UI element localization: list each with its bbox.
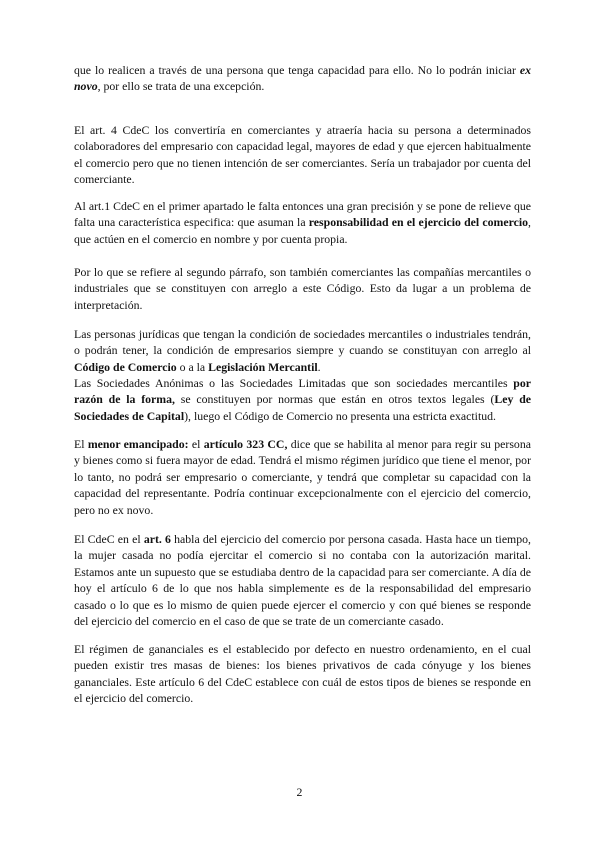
bold-codigo-comercio: Código de Comercio bbox=[74, 359, 177, 374]
text: El CdeC en el bbox=[74, 532, 144, 546]
paragraph-menor-emancipado bbox=[74, 436, 531, 518]
paragraph-gananciales bbox=[74, 641, 531, 707]
paragraph-sociedades bbox=[74, 375, 531, 424]
paragraph-ex-novo bbox=[74, 62, 531, 95]
text: ), luego el Código de Comercio no presenta una estricta exactitud. bbox=[184, 408, 496, 423]
text: El bbox=[74, 437, 88, 451]
text: Al art.1 CdeC en el primer apartado le falta entonces una gran precisión y se pone de relieve que falta una característica especifica: que asuman la bbox=[74, 199, 531, 230]
text: , por ello se trata de una excepción. bbox=[97, 79, 265, 94]
text: o a la bbox=[176, 359, 209, 374]
text: , que actúen en el comercio en nombre y por cuenta propia. bbox=[74, 215, 531, 246]
text: Por lo que se refiere al segundo párrafo, son también comerciantes las compañías mercantiles o industriales que se constituyen con arreglo a este Código. Esto da lugar a un problema de interpretación. bbox=[74, 265, 531, 312]
page-number: 2 bbox=[296, 785, 303, 799]
paragraph-art-6 bbox=[74, 531, 531, 629]
paragraph-segundo-parrafo bbox=[74, 264, 531, 313]
paragraph-art-4 bbox=[74, 122, 531, 188]
bold-menor-emancipado: menor emancipado: bbox=[87, 437, 189, 451]
bold-ley-sociedades: Ley de Sociedades de Capital bbox=[74, 392, 531, 423]
bold-articulo-323: artículo 323 CC, bbox=[203, 437, 288, 451]
bold-razon-forma: por razón de la forma, bbox=[74, 376, 531, 407]
text: dice que se habilita al menor para regir su persona y bienes como si fuera mayor de edad. Tendrá el mismo régimen jurídico que tiene el menor, por lo tanto, no podrá ser empresario o comerciante, y tendrá que completar su capacidad con la capacidad del representante. Podría continuar excepcionalmente con el ejercicio del comercio, pero no ex novo. bbox=[74, 437, 531, 517]
paragraph-art-1 bbox=[74, 198, 531, 247]
emphasis-ex-novo: ex novo bbox=[74, 63, 531, 94]
text: Las personas jurídicas que tengan la condición de sociedades mercantiles o industriales tendrán, o podrán tener, la condición de empresarios siempre y cuando se constituyan con arreglo al bbox=[74, 327, 531, 358]
text: el bbox=[188, 437, 204, 451]
text: . bbox=[317, 359, 321, 374]
text: que lo realicen a través de una persona que tenga capacidad para ello. No lo podrán iniciar bbox=[74, 63, 520, 77]
text: habla del ejercicio del comercio por persona casada. Hasta hace un tiempo, la mujer casada no podía ejercitar el comercio si no contaba con la autorización marital. Estamos ante un supuesto que se estudiaba dentro de la capacidad para ser comerciante. A día de hoy el artículo 6 de lo que nos habla simplemente es de la responsabilidad del empresario casado o lo que es lo mismo de quien puede ejercer el comercio y con qué bienes se responde del ejercicio del comercio en el caso de que se trate de un comerciante casado. bbox=[74, 532, 531, 629]
paragraph-personas-juridicas bbox=[74, 326, 531, 375]
bold-legislacion-mercantil: Legislación Mercantil bbox=[208, 359, 318, 374]
text: El régimen de gananciales es el establecido por defecto en nuestro ordenamiento, en el cual pueden existir tres masas de bienes: los bienes privativos de cada cónyuge y los bienes gananciales. Este artículo 6 del CdeC establece con cuál de estos tipos de bienes se responde en el ejercicio del comercio. bbox=[74, 642, 531, 706]
text: Las Sociedades Anónimas o las Sociedades Limitadas que son sociedades mercantiles bbox=[74, 376, 514, 390]
text: se constituyen por normas que están en otros textos legales ( bbox=[174, 392, 495, 407]
bold-responsabilidad: responsabilidad en el ejercicio del comercio bbox=[308, 215, 529, 230]
text: El art. 4 CdeC los convertiría en comerciantes y atraería hacia su persona a determinados colaboradores del empresario con capacidad legal, mayores de edad y que ejercen habitualmente el comercio pero que no tienen intención de ser comerciantes. Sería un trabajador por cuenta del comerciante. bbox=[74, 123, 531, 187]
bold-art-6: art. 6 bbox=[143, 532, 171, 546]
